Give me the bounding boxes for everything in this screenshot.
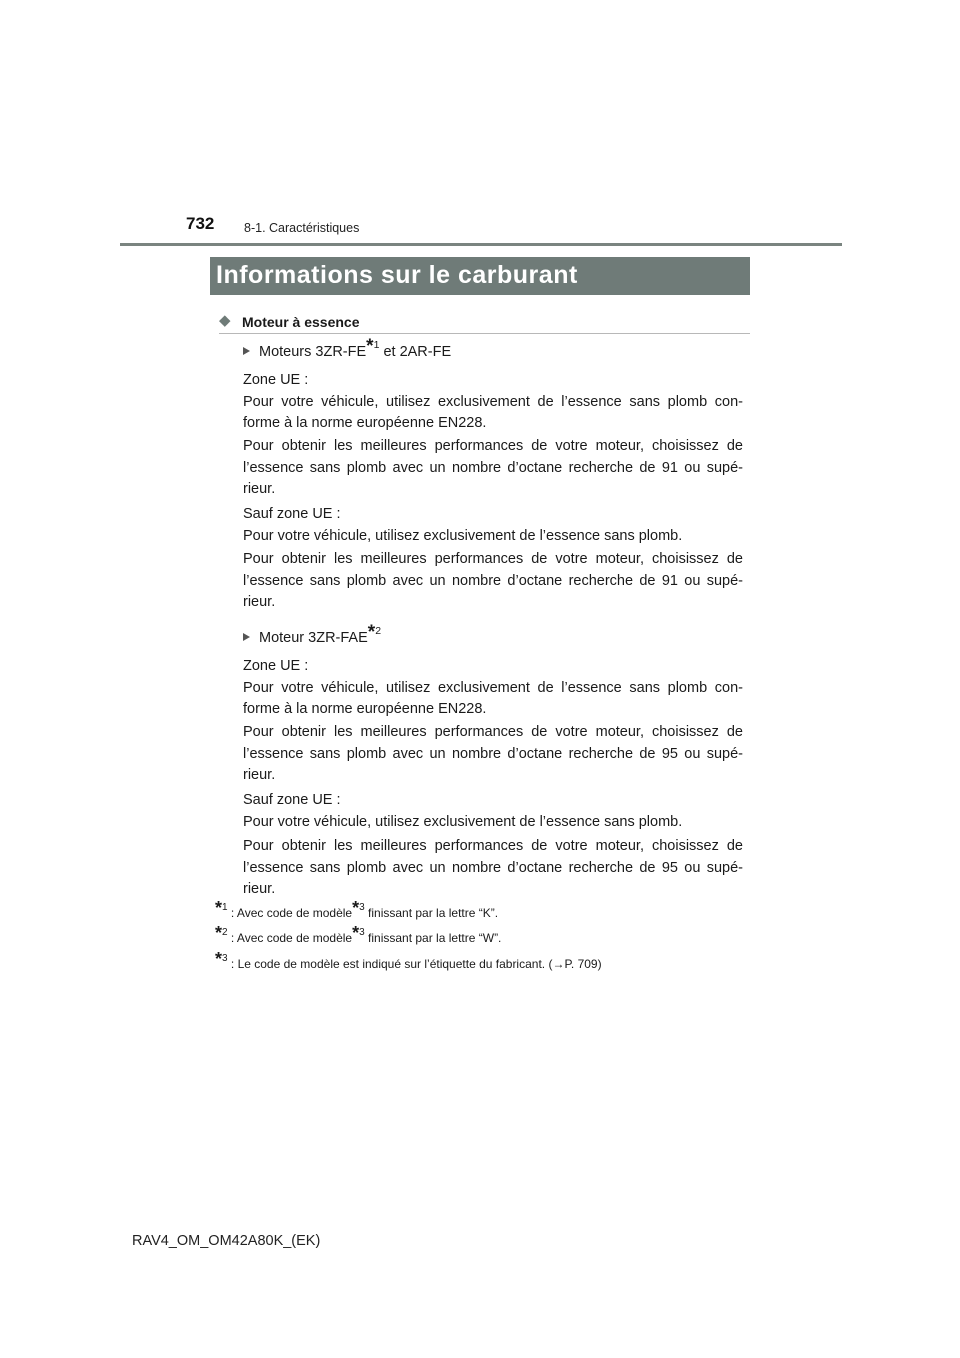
- asterisk-icon: *: [366, 336, 374, 357]
- page-reference-link[interactable]: P. 709): [564, 957, 602, 971]
- engine-title-2: [243, 622, 382, 647]
- paragraph: Pour obtenir les meilleures performances de votre moteur, choisissez de l’essence sans plomb avec un nombre d’octane recherche de 95 ou supé-rieur.: [243, 838, 743, 897]
- sub-heading-label: Moteur à essence: [242, 314, 360, 330]
- reference-arrow-icon: →: [552, 957, 565, 971]
- paragraph: Pour votre véhicule, utilisez exclusivement de l’essence sans plomb.: [243, 813, 683, 830]
- footnote-text: : Avec code de modèle: [227, 931, 353, 945]
- header-rule: [120, 243, 842, 246]
- footnote-ref: 1: [373, 339, 380, 351]
- footnote-number: 1: [222, 902, 228, 913]
- section-banner: [210, 257, 750, 295]
- footnote-number: 2: [222, 927, 228, 938]
- engine1-ue-performance: [243, 436, 743, 501]
- chapter-title: 8-1. Caractéristiques: [244, 221, 360, 235]
- footnote-1: [215, 898, 499, 920]
- asterisk-icon: *: [215, 923, 223, 943]
- footnote-ref: 2: [375, 625, 382, 637]
- triangle-arrow-icon: [243, 347, 250, 355]
- footnote-number: 3: [222, 953, 228, 964]
- zone-label: Sauf zone UE :: [243, 792, 341, 808]
- footnote-2: [215, 923, 502, 945]
- paragraph: Pour votre véhicule, utilisez exclusivement de l’essence sans plomb.: [243, 527, 683, 544]
- footnote-text-end: finissant par la lettre “K”.: [364, 906, 499, 920]
- paragraph: Pour votre véhicule, utilisez exclusivement de l’essence sans plomb con-forme à la norme européenne EN228.: [243, 393, 743, 431]
- triangle-arrow-icon: [243, 633, 250, 641]
- engine2-nonue-performance: [243, 836, 743, 901]
- paragraph: Pour obtenir les meilleures performances de votre moteur, choisissez de l’essence sans plomb avec un nombre d’octane recherche de 91 ou supé-rieur.: [243, 438, 743, 497]
- paragraph: Pour votre véhicule, utilisez exclusivement de l’essence sans plomb con-forme à la norme européenne EN228.: [243, 679, 743, 717]
- asterisk-icon: *: [352, 923, 360, 943]
- asterisk-icon: *: [215, 949, 223, 969]
- engine2-ue-block: [243, 656, 743, 721]
- footnote-ref: 3: [359, 927, 365, 938]
- paragraph: Pour obtenir les meilleures performances de votre moteur, choisissez de l’essence sans plomb avec un nombre d’octane recherche de 91 ou supé-rieur.: [243, 551, 743, 610]
- footnote-text: : Avec code de modèle: [227, 906, 353, 920]
- footnote-3: [215, 949, 602, 971]
- engine1-nonue-block: [243, 504, 743, 547]
- paragraph: Pour obtenir les meilleures performances de votre moteur, choisissez de l’essence sans plomb avec un nombre d’octane recherche de 95 ou supé-rieur.: [243, 724, 743, 783]
- engine2-nonue-block: [243, 790, 743, 833]
- engine2-ue-performance: [243, 722, 743, 787]
- asterisk-icon: *: [215, 898, 223, 918]
- engine-name-suffix: et 2AR-FE: [379, 344, 452, 360]
- diamond-icon: ◆: [219, 312, 231, 329]
- footnote-text: : Le code de modèle est indiqué sur l’étiquette du fabricant. (: [227, 957, 553, 971]
- engine-title-1: [243, 336, 452, 361]
- page-number: 732: [186, 214, 215, 233]
- section-title: Informations sur le carburant: [216, 261, 578, 289]
- engine1-nonue-performance: [243, 549, 743, 614]
- zone-label: Zone UE :: [243, 372, 309, 388]
- zone-label: Zone UE :: [243, 658, 309, 674]
- asterisk-icon: *: [367, 622, 376, 643]
- engine-name: Moteurs 3ZR-FE: [259, 344, 367, 360]
- footer-document-code: RAV4_OM_OM42A80K_(EK): [132, 1233, 321, 1249]
- engine1-ue-block: [243, 370, 743, 435]
- asterisk-icon: *: [352, 898, 360, 918]
- engine-name: Moteur 3ZR-FAE: [259, 630, 368, 646]
- sub-heading: [219, 311, 750, 334]
- footnote-text-end: finissant par la lettre “W”.: [364, 931, 502, 945]
- footnote-ref: 3: [359, 902, 365, 913]
- zone-label: Sauf zone UE :: [243, 506, 341, 522]
